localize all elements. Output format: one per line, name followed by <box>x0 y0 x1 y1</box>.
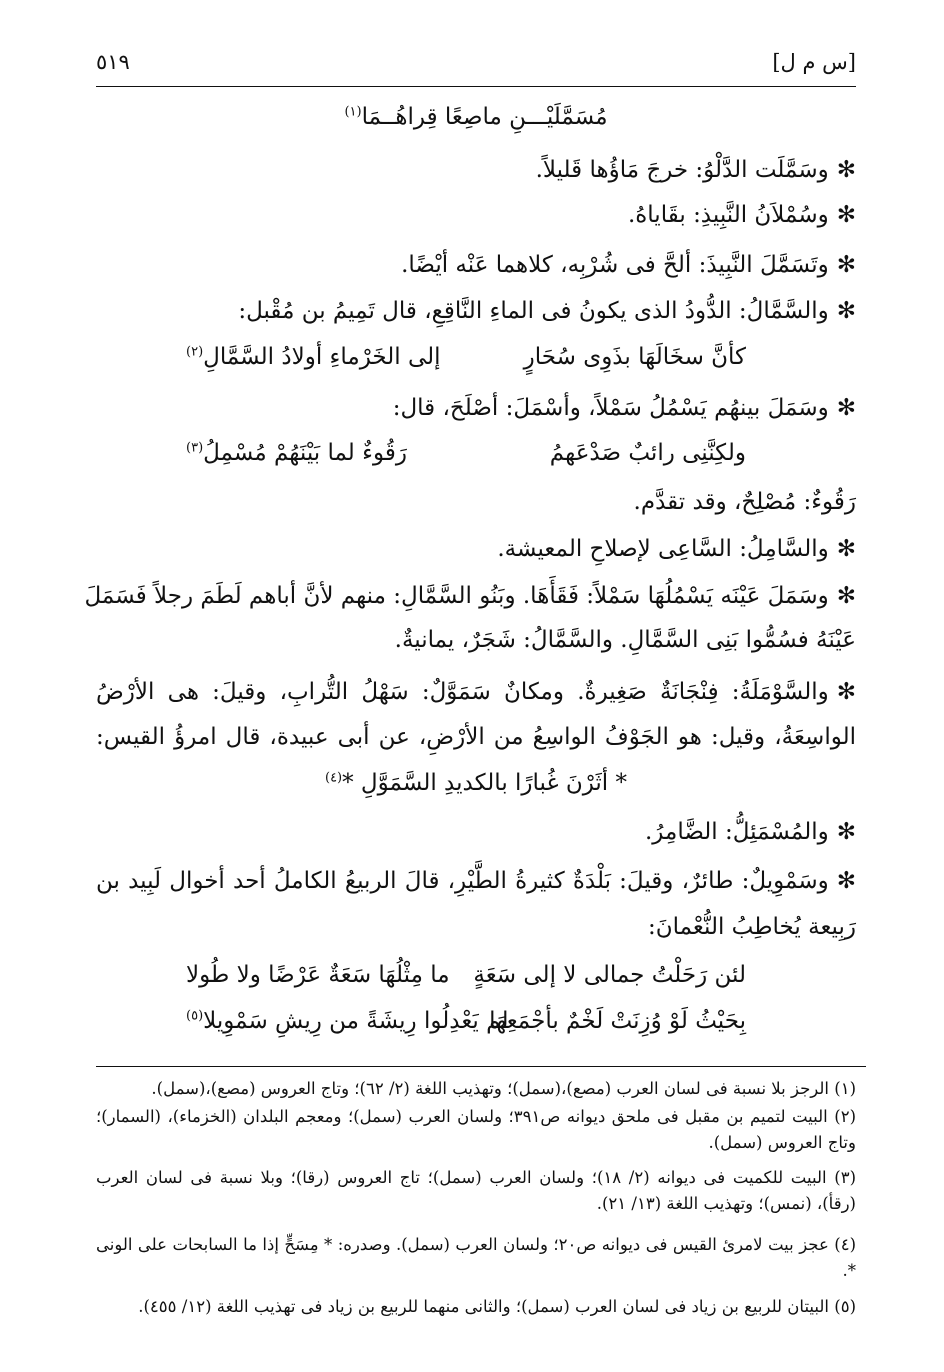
entry-line: ✻وتَسَمَّلَ النَّبِيذَ: ألحَّ فى شُرْبِه، كلاهما عَنْه أيْضًا. <box>401 252 856 278</box>
entry-line: ✻وسَمَّلَت الدَّلْوُ: خرجَ مَاؤُها قَليلاً. <box>535 157 856 183</box>
verse-second-hemistich: إلى الخَرْماءِ أولادُ السَّمَّالِ$^{(٢)}$ <box>186 344 441 370</box>
page-number: ٥١٩ <box>96 50 130 74</box>
footnote-ref: (٤) <box>324 770 343 786</box>
verse-text: مُسَمَّلَيْـــنِ ماصِعًا قِراهُــمَا <box>361 104 608 130</box>
entry-line: ✻وسَمَلَ عَيْنَه يَسْمُلُهَا سَمْلاً: فَقَأَهَا. وبَنُو السَّمَّالِ: منهم لأنَّ أباهم لَطَمَ رجلاً فَسَمَلَ <box>84 583 856 609</box>
entry-text: والسَّامِلُ: السَّاعِى لإصلاحِ المعيشة. <box>497 536 829 562</box>
verse-second-hemistich: ما مِثْلُهَا سَعَةٌ عَرْضًا ولا طُولا <box>186 962 450 988</box>
footnote: (٤) عجز بيت لامرئ القيس فى ديوانه ص٢٠؛ ولسان العرب (سمل). وصدره: * مِسَحٍّ إذا ما السابحات على الونى *. <box>96 1235 857 1280</box>
entry-line: ✻والسَّوْمَلَةُ: فِنْجَانَةٌ صَغِيرةٌ. ومكانٌ سَمَوَّلٌ: سَهْلُ التُّرابِ، وقيلَ: هى الأرْضُ <box>96 679 856 705</box>
entry-text: والسَّوْمَلَةُ: فِنْجَانَةٌ صَغِيرةٌ. ومكانٌ سَمَوَّلٌ: سَهْلُ التُّرابِ، وقيلَ: هى الأرْضُ <box>96 679 829 705</box>
entry-line <box>96 912 856 942</box>
verse-second-hemistich: لم يَعْدِلُوا رِيشَةً من رِيشِ سَمْوِيلا$^{(٥)}$ <box>186 1008 509 1034</box>
verse-second-hemistich: رَقُوءٌ لما بَيْنَهُمْ مُسْمِلُ$^{(٣)}$ <box>186 440 407 466</box>
footnotes-divider <box>96 1066 866 1067</box>
entry-line: ✻وسَمْوِيلٌ: طائرٌ، وقيلَ: بَلْدَةٌ كثيرةُ الطَّيْرِ، قالَ الربيعُ الكاملُ أحد أخوال لَبِيد بن <box>96 868 856 894</box>
entry-line: ✻وسَمَلَ بينهُم يَسْمُلُ سَمْلاً، وأسْمَلَ: أصْلَحَ، قال: <box>392 395 856 421</box>
footnote: (١) الرجز بلا نسبة فى لسان العرب (مصع)،(سمل)؛ وتهذيب اللغة (٢/ ٦٢)؛ وتاج العروس (مصع)،(سمل). <box>151 1079 856 1098</box>
footnote-ref: (٥) <box>186 1008 204 1024</box>
footnote: (٥) البيتان للربيع بن زياد فى لسان العرب (سمل)؛ والثانى منهما للربيع بن زياد فى تهذيب اللغة (١٢/ ٤٥٥). <box>138 1297 856 1316</box>
entry-line: ✻والسَّامِلُ: السَّاعِى لإصلاحِ المعيشة. <box>497 536 856 562</box>
entry-line <box>96 722 856 752</box>
entry-text: وسُمْلاَنُ النَّبِيذِ: بقَاياهُ. <box>627 202 829 228</box>
verse-first-hemistich: لئن رَحَلْتُ جمالى لا إلى سَعَةٍ <box>473 962 746 988</box>
entry-text: وسَمَّلَت الدَّلْوُ: خرجَ مَاؤُها قَليلاً. <box>535 157 829 183</box>
header-divider <box>96 86 856 87</box>
footnote-ref: (٣) <box>186 440 204 456</box>
root-heading: [س م ل] <box>772 50 856 74</box>
entry-text: الواسِعَةُ، وقيل: هو الجَوْفُ الواسِعُ من الأرْضِ، عن أبى عبيدة، قال امرؤُ القيس: <box>96 724 856 750</box>
entry-text: والمُسْمَئِلُّ: الضَّامِرُ. <box>645 819 829 845</box>
footnote-ref: (١) <box>344 104 362 120</box>
entry-text: وسَمَلَ عَيْنَه يَسْمُلُهَا سَمْلاً: فَقَأَهَا. وبَنُو السَّمَّالِ: منهم لأنَّ أباهم لَطَمَ رجلاً فَسَمَلَ <box>84 583 829 609</box>
verse-first-hemistich: بِحَيْثُ لَوْ وُزِنَتْ لَخْمٌ بأجْمَعِهَا <box>489 1008 746 1034</box>
verse-first-hemistich: ولكِنَّنِى رائبٌ صَدْعَهمُ <box>549 440 746 466</box>
verse-text: * أثَرْنَ غُبارًا بالكديدِ السَّمَوَّلِ * <box>342 770 627 796</box>
footnote-ref: (٢) <box>186 344 204 360</box>
entry-text: رَبِيعة يُخاطِبُ النُّعْمانَ: <box>647 914 856 940</box>
entry-line <box>96 487 856 517</box>
verse-fragment <box>96 768 856 798</box>
entry-text: عَيْنَهُ فسُمُّوا بَنِى السَّمَّالِ. والسَّمَّالُ: شَجَرٌ، يمانيةٌ. <box>394 627 856 653</box>
entry-line: ✻وسُمْلاَنُ النَّبِيذِ: بقَاياهُ. <box>627 202 856 228</box>
entry-text: رَقُوءٌ: مُصْلِحٌ، وقد تقدَّم. <box>633 489 856 515</box>
entry-line <box>96 625 856 655</box>
entry-text: والسَّمَّالُ: الدُّودُ الذى يكونُ فى الماءِ النَّاقِعِ، قال تَمِيمُ بن مُقْبل: <box>238 298 829 324</box>
entry-line: ✻والسَّمَّالُ: الدُّودُ الذى يكونُ فى الماءِ النَّاقِعِ، قال تَمِيمُ بن مُقْبل: <box>238 298 856 324</box>
verse-first-hemistich: كأنَّ سخَالَهَا بذَوِى سُحَارٍ <box>523 344 746 370</box>
entry-text: وسَمَلَ بينهُم يَسْمُلُ سَمْلاً، وأسْمَلَ: أصْلَحَ، قال: <box>392 395 829 421</box>
running-header <box>96 44 856 84</box>
entry-text: وسَمْوِيلٌ: طائرٌ، وقيلَ: بَلْدَةٌ كثيرةُ الطَّيْرِ، قالَ الربيعُ الكاملُ أحد أخوال لَبِيد بن <box>96 868 829 894</box>
verse-fragment <box>96 102 856 132</box>
footnote: (٣) البيت للكميت فى ديوانه (٢/ ١٨)؛ ولسان العرب (سمل)؛ تاج العروس (رقا)؛ وبلا نسبة فى لسان العرب (رقأ)، (نمس)؛ وتهذيب اللغة (١٣/ ٢١). <box>96 1168 856 1213</box>
footnote: (٢) البيت لتميم بن مقبل فى ملحق ديوانه ص٣٩١؛ ولسان العرب (سمل)؛ ومعجم البلدان (الخزماء)، (السمار)؛ وتاج العروس (سمل). <box>96 1107 856 1152</box>
entry-text: وتَسَمَّلَ النَّبِيذَ: ألحَّ فى شُرْبِه، كلاهما عَنْه أيْضًا. <box>401 252 829 278</box>
entry-line: ✻والمُسْمَئِلُّ: الضَّامِرُ. <box>645 819 856 845</box>
